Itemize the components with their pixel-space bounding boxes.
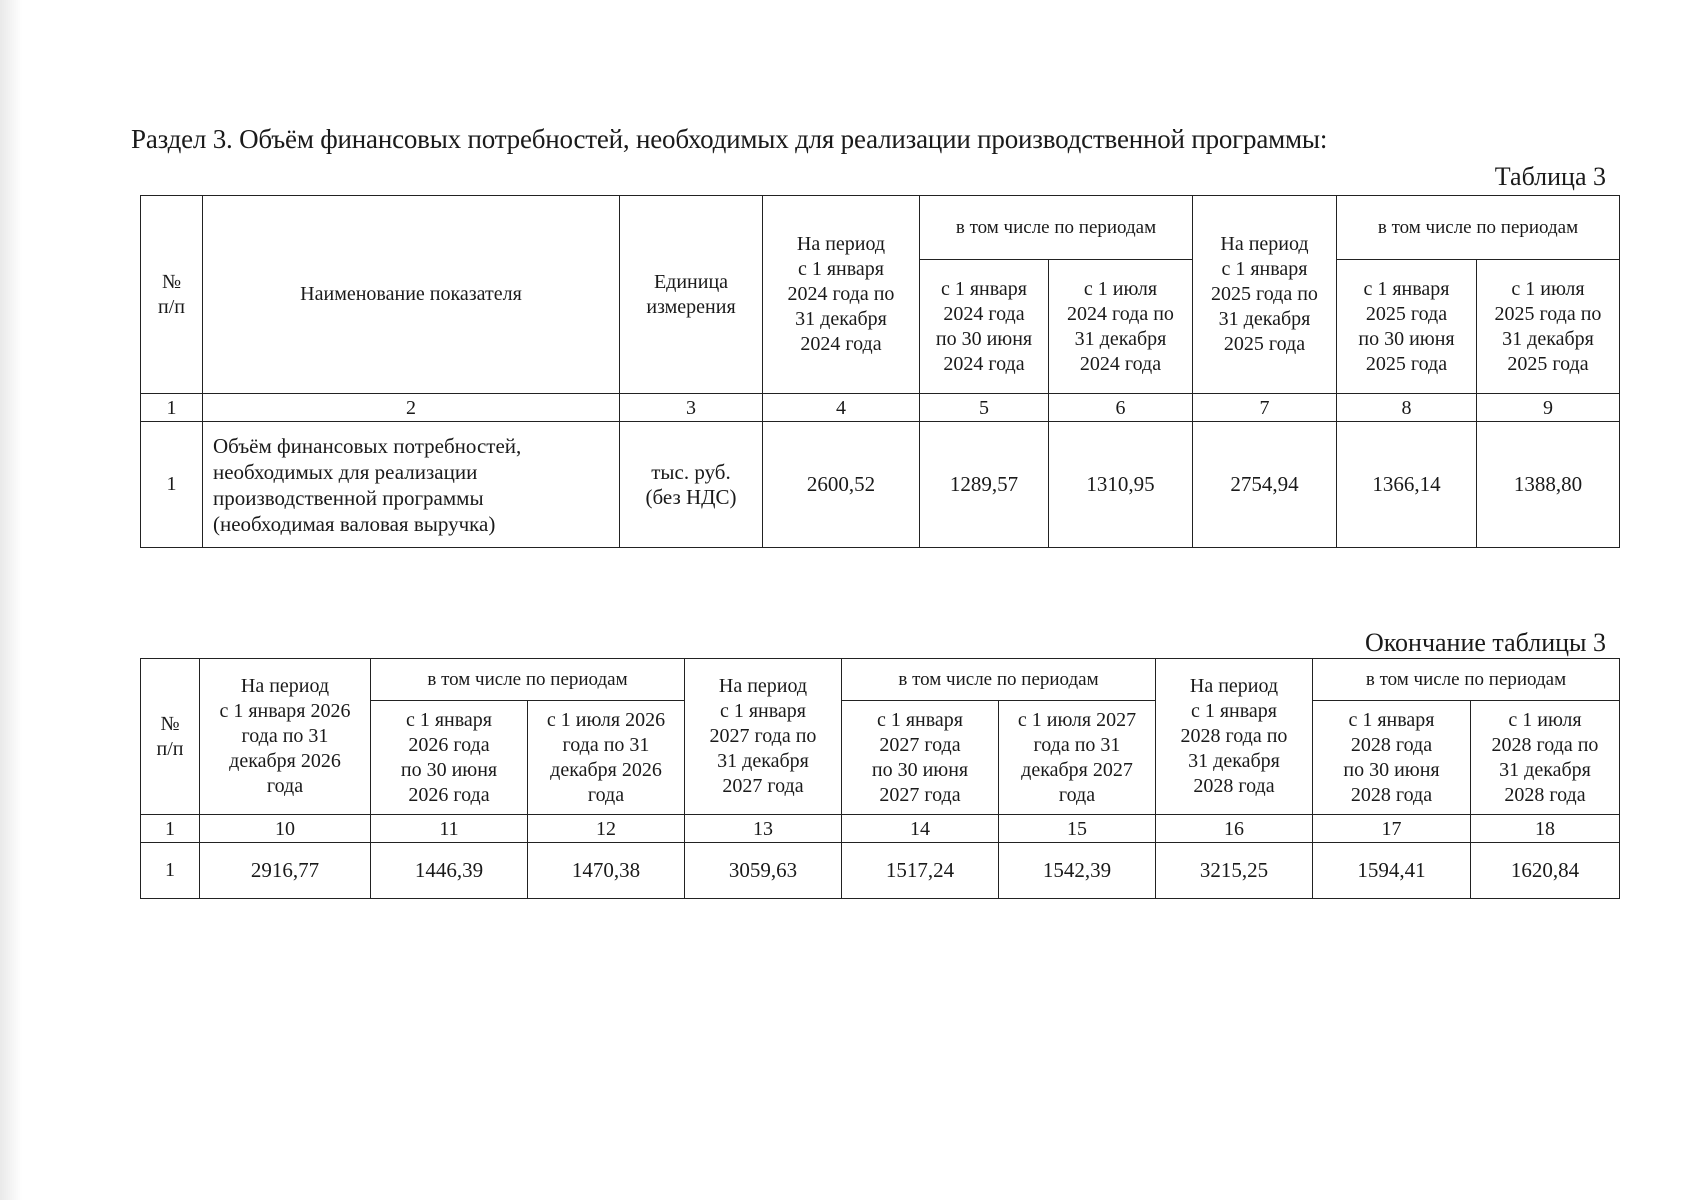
value-2026-total: 2916,77 (200, 843, 371, 899)
header-2026-first-half: с 1 января 2026 года по 30 июня 2026 года (371, 701, 528, 815)
header-including-periods: в том числе по периодам (1337, 196, 1620, 260)
header-2027-first-half: с 1 января 2027 года по 30 июня 2027 года (842, 701, 999, 815)
row-number: 1 (141, 843, 200, 899)
column-index: 5 (920, 394, 1049, 422)
column-index: 17 (1313, 815, 1471, 843)
header-period-2025: На период с 1 января 2025 года по 31 декабря 2025 года (1193, 196, 1337, 394)
value-2027-h1: 1517,24 (842, 843, 999, 899)
header-unit: Единица измерения (620, 196, 763, 394)
header-2024-first-half: с 1 января 2024 года по 30 июня 2024 года (920, 260, 1049, 394)
column-index: 11 (371, 815, 528, 843)
column-index-row (141, 394, 1620, 422)
header-period-2028: На период с 1 января 2028 года по 31 декабря 2028 года (1156, 659, 1313, 815)
value-2026-h1: 1446,39 (371, 843, 528, 899)
header-2025-first-half: с 1 января 2025 года по 30 июня 2025 года (1337, 260, 1477, 394)
header-including-periods: в том числе по периодам (842, 659, 1156, 701)
header-period-2026: На период с 1 января 2026 года по 31 декабря 2026 года (200, 659, 371, 815)
section-heading: Раздел 3. Объём финансовых потребностей, необходимых для реализации производственной программы: (131, 124, 1328, 154)
header-period-2027: На период с 1 января 2027 года по 31 декабря 2027 года (685, 659, 842, 815)
column-index: 1 (141, 394, 203, 422)
value-2028-h1: 1594,41 (1313, 843, 1471, 899)
header-row-number: № п/п (141, 196, 203, 394)
header-2026-second-half: с 1 июля 2026 года по 31 декабря 2026 года (528, 701, 685, 815)
column-index: 6 (1049, 394, 1193, 422)
header-2025-second-half: с 1 июля 2025 года по 31 декабря 2025 года (1477, 260, 1620, 394)
header-2028-second-half: с 1 июля 2028 года по 31 декабря 2028 года (1471, 701, 1620, 815)
value-2028-total: 3215,25 (1156, 843, 1313, 899)
header-including-periods: в том числе по периодам (371, 659, 685, 701)
column-index: 7 (1193, 394, 1337, 422)
column-index: 2 (203, 394, 620, 422)
unit-value: тыс. руб. (без НДС) (620, 422, 763, 548)
value-2028-h2: 1620,84 (1471, 843, 1620, 899)
column-index: 9 (1477, 394, 1620, 422)
header-2027-second-half: с 1 июля 2027 года по 31 декабря 2027 года (999, 701, 1156, 815)
header-including-periods: в том числе по периодам (1313, 659, 1620, 701)
header-including-periods: в том числе по периодам (920, 196, 1193, 260)
value-2025-h2: 1388,80 (1477, 422, 1620, 548)
header-period-2024: На период с 1 января 2024 года по 31 декабря 2024 года (763, 196, 920, 394)
column-index: 14 (842, 815, 999, 843)
header-2024-second-half: с 1 июля 2024 года по 31 декабря 2024 года (1049, 260, 1193, 394)
value-2026-h2: 1470,38 (528, 843, 685, 899)
value-2027-total: 3059,63 (685, 843, 842, 899)
column-index: 15 (999, 815, 1156, 843)
header-2028-first-half: с 1 января 2028 года по 30 июня 2028 года (1313, 701, 1471, 815)
table-continuation-caption: Окончание таблицы 3 (1364, 628, 1606, 657)
column-index: 13 (685, 815, 842, 843)
header-indicator-name: Наименование показателя (203, 196, 620, 394)
scan-edge-shadow (0, 0, 22, 1200)
table-row (141, 843, 1620, 899)
financial-needs-table-continuation (140, 658, 1620, 899)
financial-needs-table (140, 195, 1620, 548)
table-caption: Таблица 3 (1494, 162, 1606, 191)
column-index: 3 (620, 394, 763, 422)
column-index: 1 (141, 815, 200, 843)
column-index: 16 (1156, 815, 1313, 843)
column-index: 8 (1337, 394, 1477, 422)
row-number: 1 (141, 422, 203, 548)
value-2024-h2: 1310,95 (1049, 422, 1193, 548)
column-index: 10 (200, 815, 371, 843)
value-2025-h1: 1366,14 (1337, 422, 1477, 548)
value-2024-total: 2600,52 (763, 422, 920, 548)
indicator-name: Объём финансовых потребностей, необходимых для реализации производственной программы (необходимая валовая выручка) (203, 422, 620, 548)
value-2024-h1: 1289,57 (920, 422, 1049, 548)
value-2027-h2: 1542,39 (999, 843, 1156, 899)
value-2025-total: 2754,94 (1193, 422, 1337, 548)
column-index: 18 (1471, 815, 1620, 843)
column-index-row (141, 815, 1620, 843)
header-row-number: № п/п (141, 659, 200, 815)
column-index: 4 (763, 394, 920, 422)
column-index: 12 (528, 815, 685, 843)
table-row (141, 422, 1620, 548)
